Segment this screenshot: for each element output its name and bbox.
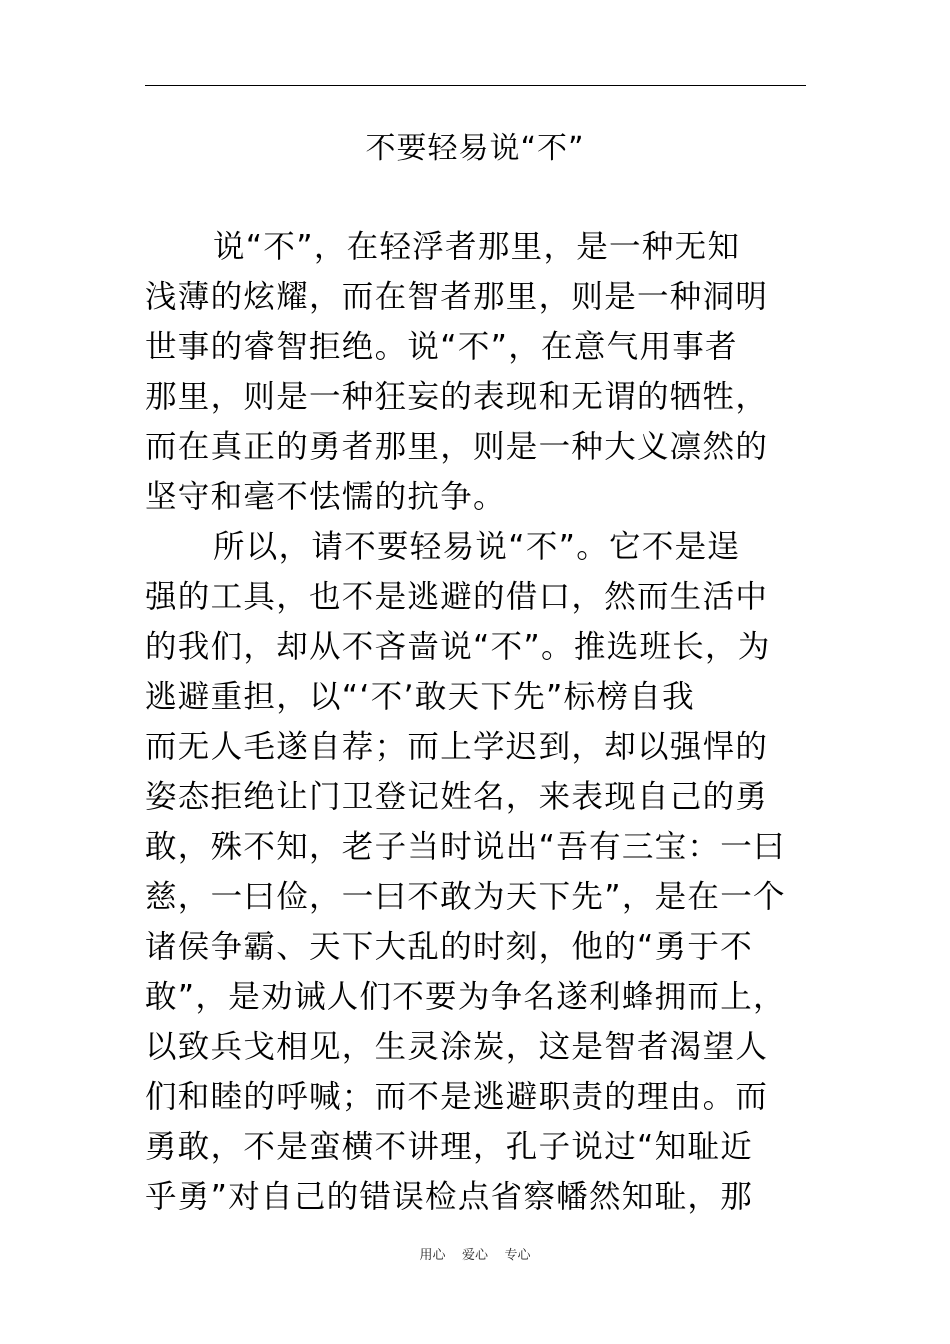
- body-text: [145, 222, 825, 1222]
- page-footer: 用心 爱心 专心: [419, 1248, 531, 1263]
- text-line: 乎勇”对自己的错误检点省察幡然知耻，那: [145, 1179, 754, 1215]
- text-line: 世事的睿智拒绝。说“不”，在意气用事者: [145, 329, 738, 365]
- text-line: 慈，一曰俭，一曰不敢为天下先”，是在一个: [145, 879, 786, 915]
- text-line: 浅薄的炫耀，而在智者那里，则是一种洞明: [145, 279, 769, 315]
- text-line: 姿态拒绝让门卫登记姓名，来表现自己的勇: [145, 779, 769, 815]
- text-line: 的我们，却从不吝啬说“不”。推选班长，为: [145, 629, 771, 665]
- text-line: 诸侯争霸、天下大乱的时刻，他的“勇于不: [145, 929, 754, 965]
- text-line: 敢”，是劝诫人们不要为争名遂利蜂拥而上，: [145, 979, 786, 1015]
- text-line: 敢，殊不知，老子当时说出“吾有三宝：一曰: [145, 829, 786, 865]
- text-line: 那里，则是一种狂妄的表现和无谓的牺牲，: [145, 379, 769, 415]
- text-line: 们和睦的呼喊；而不是逃避职责的理由。而: [145, 1079, 769, 1115]
- text-line: 勇敢，不是蛮横不讲理，孔子说过“知耻近: [145, 1129, 754, 1165]
- text-line: 说“不”，在轻浮者那里，是一种无知: [213, 229, 741, 265]
- header-rule: [145, 85, 806, 86]
- text-line: 而在真正的勇者那里，则是一种大义凛然的: [145, 429, 769, 465]
- text-line: 而无人毛遂自荐；而上学迟到，却以强悍的: [145, 729, 769, 765]
- text-line: 所以，请不要轻易说“不”。它不是逞: [213, 529, 741, 565]
- text-line: 逃避重担，以“‘不’敢天下先”标榜自我: [145, 679, 695, 715]
- document-title: 不要轻易说“不”: [365, 131, 585, 166]
- text-line: 强的工具，也不是逃避的借口，然而生活中: [145, 579, 769, 615]
- text-line: 坚守和毫不怯懦的抗争。: [145, 479, 506, 515]
- text-line: 以致兵戈相见，生灵涂炭，这是智者渴望人: [145, 1029, 769, 1065]
